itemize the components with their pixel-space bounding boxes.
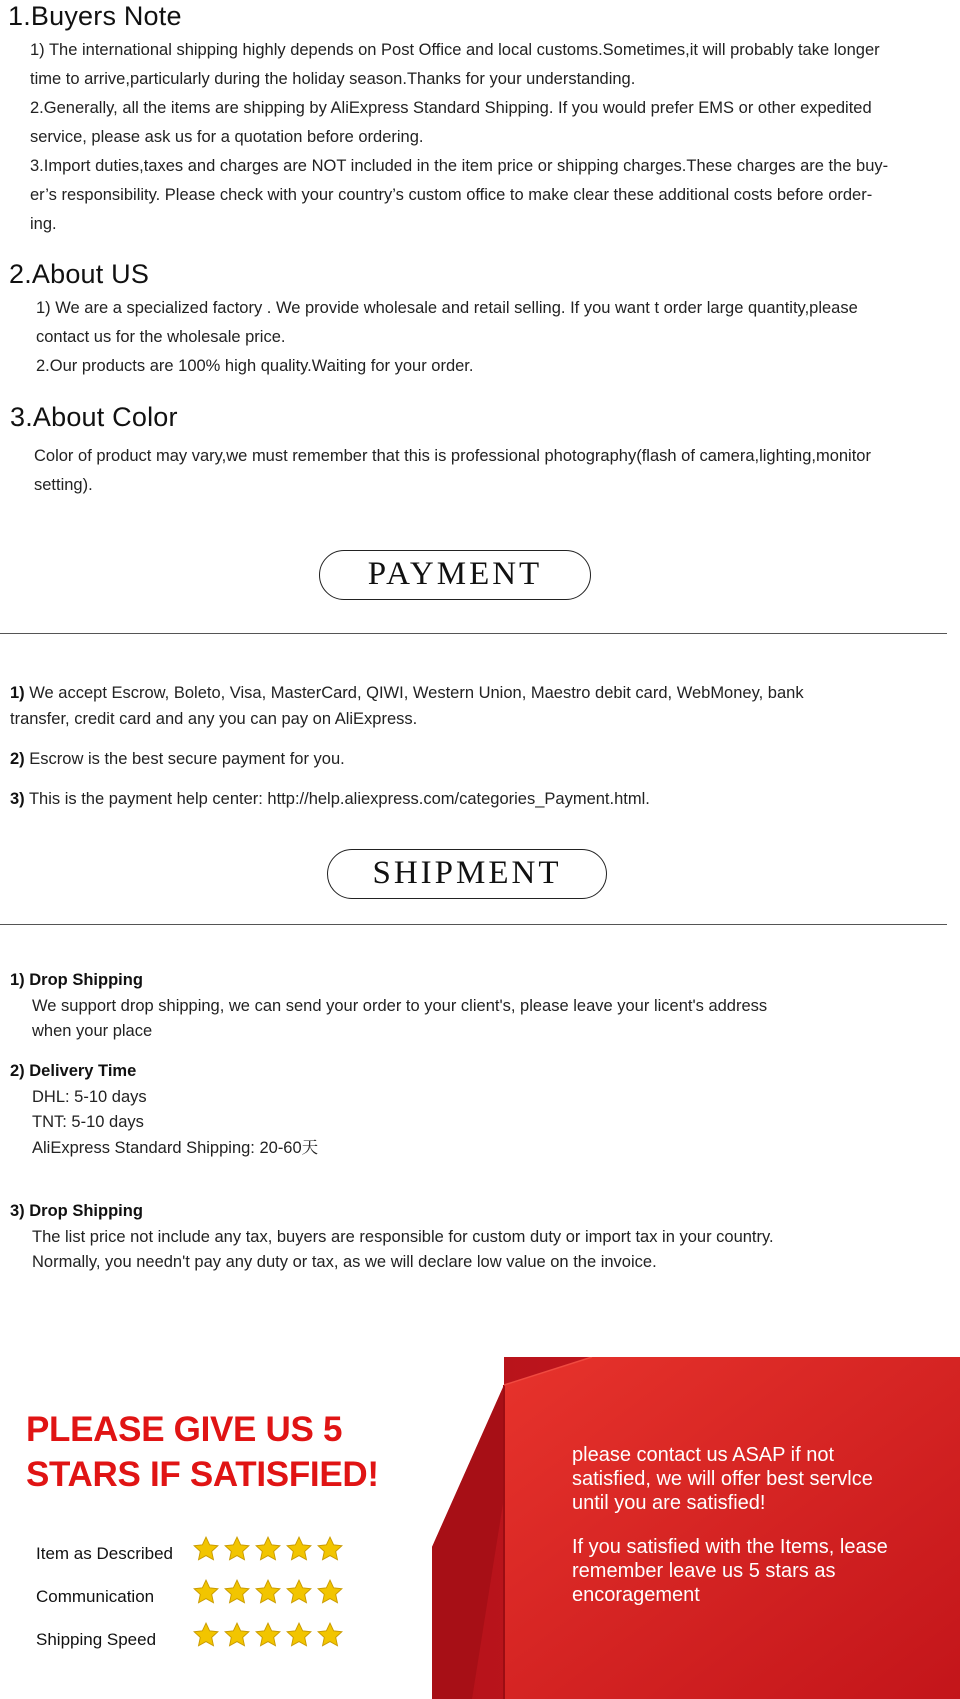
- rating-label: Communication: [36, 1587, 155, 1606]
- star-rating: [192, 1535, 344, 1563]
- star-icon: [223, 1621, 251, 1649]
- star-icon: [316, 1535, 344, 1563]
- drop-shipping-section: [10, 968, 940, 1045]
- about-color-text: [34, 442, 949, 500]
- payment-item: [10, 680, 940, 732]
- shipment-divider: [0, 924, 947, 925]
- payment-item: [10, 746, 940, 772]
- star-icon: [285, 1578, 313, 1606]
- rating-label: Shipping Speed: [36, 1630, 157, 1649]
- star-icon: [192, 1578, 220, 1606]
- tax-number: 3): [10, 1202, 25, 1220]
- about-color-line: Color of product may vary,we must remember that this is professional photography(flash of camera,lighting,monitor: [34, 447, 871, 465]
- tax-line: The list price not include any tax, buyers are responsible for custom duty or import tax in your country.: [32, 1227, 774, 1246]
- buyers-note-line: ing.: [30, 215, 57, 233]
- about-us-heading: 2.About US: [9, 259, 150, 289]
- drop-shipping-title: Drop Shipping: [29, 971, 143, 989]
- give-five-stars-title: [26, 1407, 379, 1497]
- drop-shipping-number: 1): [10, 971, 25, 989]
- buyers-note-line: service, please ask us for a quotation before ordering.: [30, 128, 424, 146]
- delivery-time-heading: [10, 1059, 940, 1085]
- buyers-note-line: time to arrive,particularly during the holiday season.Thanks for your understanding.: [30, 70, 636, 88]
- payment-item-number: 2): [10, 750, 25, 768]
- star-icon: [192, 1621, 220, 1649]
- contact-line: please contact us ASAP if not: [572, 1444, 835, 1466]
- rating-label: Item as Described: [36, 1544, 173, 1563]
- payment-divider: [0, 633, 947, 634]
- payment-item: [10, 786, 940, 812]
- tax-line: Normally, you needn't pay any duty or tax, as we will declare low value on the invoice.: [32, 1253, 657, 1271]
- delivery-time-line: AliExpress Standard Shipping: 20-60天: [32, 1138, 319, 1157]
- about-color-heading: 3.About Color: [10, 402, 178, 432]
- tax-section: [10, 1199, 940, 1276]
- about-us-line: 1) We are a specialized factory . We provide wholesale and retail selling. If you want t order large quantity,please: [36, 299, 858, 317]
- red-gift-box-image: [432, 1357, 960, 1699]
- buyers-note-text: [30, 36, 950, 239]
- red-box-graphic: [432, 1357, 960, 1699]
- drop-shipping-line: We support drop shipping, we can send your order to your client's, please leave your licent's address: [32, 996, 768, 1015]
- tax-title: Drop Shipping: [29, 1202, 143, 1220]
- payment-help-link[interactable]: This is the payment help center: http://help.aliexpress.com/categories_Payment.html.: [28, 790, 650, 808]
- star-icon: [223, 1535, 251, 1563]
- about-us-text: [36, 294, 946, 381]
- star-rating: [192, 1578, 344, 1606]
- star-icon: [254, 1621, 282, 1649]
- buyers-note-line: 1) The international shipping highly depends on Post Office and local customs.Sometimes,it will probably take longer: [30, 41, 880, 59]
- payment-item-number: 3): [10, 790, 25, 808]
- tax-heading: [10, 1199, 940, 1225]
- five-stars-banner: [0, 1357, 960, 1699]
- payment-item-text-cont: transfer, credit card and any you can pay on AliExpress.: [10, 710, 418, 728]
- stars-request-line: encoragement: [572, 1584, 700, 1606]
- star-icon: [285, 1535, 313, 1563]
- title-line: STARS IF SATISFIED!: [26, 1455, 379, 1494]
- delivery-time-number: 2): [10, 1062, 25, 1080]
- about-us-line: 2.Our products are 100% high quality.Waiting for your order.: [36, 357, 474, 375]
- buyers-note-heading: 1.Buyers Note: [8, 1, 182, 31]
- star-icon: [254, 1535, 282, 1563]
- payment-list: [10, 680, 940, 826]
- delivery-time-title: Delivery Time: [29, 1062, 137, 1080]
- buyers-note-line: 2.Generally, all the items are shipping by AliExpress Standard Shipping. If you would prefer EMS or other expedited: [30, 99, 872, 117]
- star-icon: [223, 1578, 251, 1606]
- buyers-note-line: er’s responsibility. Please check with your country’s custom office to make clear these additional costs before order-: [30, 186, 873, 204]
- contact-us-message: [572, 1443, 942, 1515]
- contact-line: until you are satisfied!: [572, 1492, 766, 1514]
- drop-shipping-heading: [10, 968, 940, 994]
- star-icon: [192, 1535, 220, 1563]
- star-rating: [192, 1621, 344, 1649]
- contact-line: satisfied, we will offer best servlce: [572, 1468, 873, 1490]
- delivery-time-line: DHL: 5-10 days: [32, 1087, 147, 1106]
- star-icon: [254, 1578, 282, 1606]
- delivery-time-section: [10, 1059, 940, 1161]
- star-icon: [285, 1621, 313, 1649]
- about-color-line: setting).: [34, 476, 93, 494]
- title-line: PLEASE GIVE US 5: [26, 1410, 343, 1449]
- shipment-title-badge: SHIPMENT: [327, 849, 607, 899]
- buyers-note-line: 3.Import duties,taxes and charges are NOT included in the item price or shipping charges.These charges are the buy-: [30, 157, 889, 175]
- drop-shipping-line: when your place: [32, 1022, 153, 1040]
- stars-request-line: If you satisfied with the Items, lease: [572, 1536, 888, 1558]
- star-icon: [316, 1578, 344, 1606]
- payment-item-text: We accept Escrow, Boleto, Visa, MasterCard, QIWI, Western Union, Maestro debit card, WebMoney, bank: [29, 684, 804, 702]
- delivery-time-line: TNT: 5-10 days: [32, 1113, 144, 1131]
- leave-stars-message: [572, 1535, 942, 1607]
- stars-request-line: remember leave us 5 stars as: [572, 1560, 836, 1582]
- payment-item-text: Escrow is the best secure payment for you.: [29, 750, 345, 768]
- star-icon: [316, 1621, 344, 1649]
- payment-item-number: 1): [10, 684, 25, 702]
- payment-title-badge: PAYMENT: [319, 550, 591, 600]
- about-us-line: contact us for the wholesale price.: [36, 328, 286, 346]
